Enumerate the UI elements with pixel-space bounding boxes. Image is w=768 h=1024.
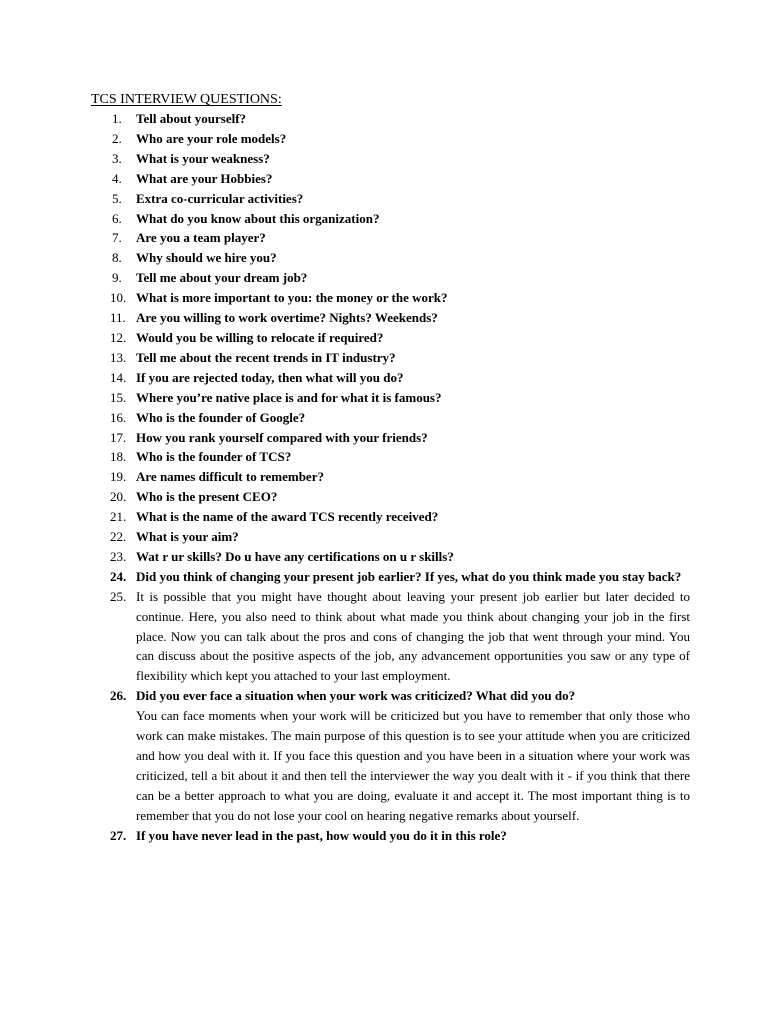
list-item [90, 348, 690, 368]
item-number: 4. [112, 170, 122, 186]
item-number: 24. [110, 568, 127, 584]
question-text: How you rank yourself compared with your friends? [136, 429, 428, 445]
list-item [90, 328, 690, 348]
list-item [90, 547, 690, 567]
question-text: Did you think of changing your present job earlier? If yes, what do you think made you stay back? [136, 568, 682, 584]
item-number: 5. [112, 190, 122, 206]
list-item [90, 209, 690, 229]
item-number: 15. [110, 389, 127, 405]
question-text: Where you’re native place is and for what it is famous? [136, 389, 442, 405]
list-item [90, 467, 690, 487]
item-number: 3. [112, 150, 122, 166]
list-item [90, 507, 690, 527]
question-text: What is your weakness? [136, 150, 270, 166]
question-text: Extra co-curricular activities? [136, 190, 304, 206]
question-text: What is more important to you: the money or the work? [136, 290, 448, 306]
question-text: Are names difficult to remember? [136, 469, 324, 485]
item-number: 23. [110, 548, 127, 564]
item-number: 14. [110, 369, 127, 385]
answer-paragraph: You can face moments when your work will be criticized but you have to remember that only those who work can make mistakes. The main purpose of this question is to see your attitude when you are criticized and how you deal with it. If you face this question and you have been in a situation where your work was criticized, tell a bit about it and then tell the interviewer the way you dealt with it - if you think that there can be a better approach to what you are doing, evaluate it and accept it. The most important thing is to remember that you do not lose your cool on hearing negative remarks about yourself. [136, 708, 690, 823]
answer-paragraph: It is possible that you might have thought about leaving your present job earlier but later decided to continue. Here, you also need to think about what made you think about changing your job in the first place. Now you can talk about the pros and cons of changing the job that went through your mind. You can discuss about the positive aspects of the job, any advancement opportunities you saw or any type of flexibility which kept you attached to your last employment. [136, 588, 690, 684]
item-number: 27. [110, 827, 127, 843]
item-number: 7. [112, 230, 122, 246]
item-number: 16. [110, 409, 127, 425]
list-item [90, 308, 690, 328]
list-item [90, 447, 690, 467]
list-item [90, 408, 690, 428]
item-number: 20. [110, 489, 127, 505]
list-item [90, 487, 690, 507]
question-text: What do you know about this organization? [136, 210, 380, 226]
question-text: If you have never lead in the past, how would you do it in this role? [136, 827, 507, 843]
question-text: Did you ever face a situation when your work was criticized? What did you do? [136, 688, 576, 704]
question-text: Tell me about the recent trends in IT industry? [136, 349, 396, 365]
question-text: What are your Hobbies? [136, 170, 273, 186]
question-text: If you are rejected today, then what will you do? [136, 369, 404, 385]
question-text: Who are your role models? [136, 130, 287, 146]
list-item [90, 169, 690, 189]
list-item [90, 268, 690, 288]
list-item [90, 109, 690, 129]
question-text: Why should we hire you? [136, 250, 277, 266]
list-item [90, 686, 690, 825]
list-item [90, 388, 690, 408]
list-item [90, 248, 690, 268]
question-text: Are you willing to work overtime? Nights? Weekends? [136, 310, 438, 326]
list-item [90, 587, 690, 687]
question-text: Who is the founder of TCS? [136, 449, 292, 465]
list-item [90, 129, 690, 149]
question-text: Who is the founder of Google? [136, 409, 306, 425]
item-number: 26. [110, 688, 127, 704]
list-item [90, 149, 690, 169]
item-number: 21. [110, 509, 127, 525]
item-number: 9. [112, 270, 122, 286]
item-number: 12. [110, 329, 127, 345]
item-number: 17. [110, 429, 127, 445]
list-item [90, 428, 690, 448]
question-text: Who is the present CEO? [136, 489, 278, 505]
question-text: What is your aim? [136, 529, 239, 545]
item-number: 25. [110, 588, 127, 604]
list-item [90, 228, 690, 248]
list-item [90, 567, 690, 587]
item-number: 6. [112, 210, 122, 226]
item-number: 10. [110, 290, 127, 306]
item-number: 13. [110, 349, 127, 365]
item-number: 19. [110, 469, 127, 485]
question-text: Wat r ur skills? Do u have any certifications on u r skills? [136, 548, 454, 564]
question-text: Would you be willing to relocate if required? [136, 329, 384, 345]
question-text: What is the name of the award TCS recently received? [136, 509, 439, 525]
list-item [90, 368, 690, 388]
item-number: 18. [110, 449, 127, 465]
list-item [90, 288, 690, 308]
question-text: Tell about yourself? [136, 111, 247, 126]
question-text: Tell me about your dream job? [136, 270, 308, 286]
list-item [90, 527, 690, 547]
list-item [90, 189, 690, 209]
list-item [90, 826, 690, 846]
item-number: 11. [110, 310, 126, 326]
item-number: 22. [110, 529, 127, 545]
item-number: 8. [112, 250, 122, 266]
item-number: 1. [112, 111, 122, 126]
question-list [90, 109, 690, 846]
document-title: TCS INTERVIEW QUESTIONS: [91, 92, 282, 107]
item-number: 2. [112, 130, 122, 146]
question-text: Are you a team player? [136, 230, 266, 246]
